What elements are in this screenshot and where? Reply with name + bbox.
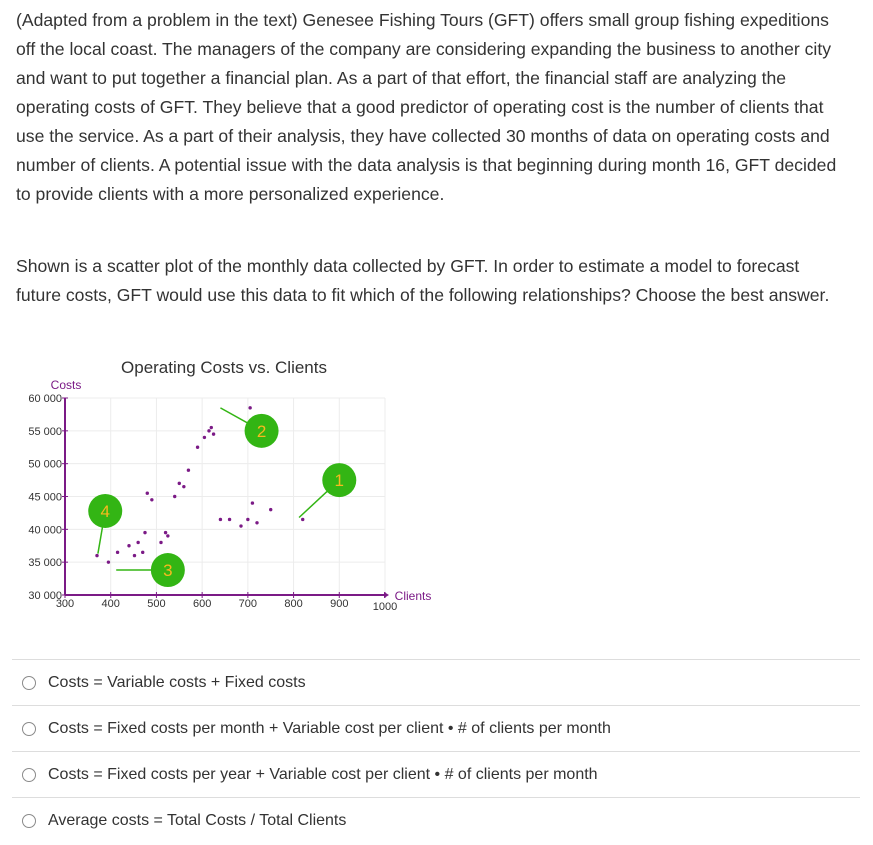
data-point (212, 432, 215, 435)
x-tick-label: 800 (284, 598, 303, 610)
data-point (143, 531, 146, 534)
answer-option-label: Costs = Fixed costs per month + Variable cost per client • # of clients per month (48, 719, 611, 737)
data-point (95, 554, 98, 557)
x-tick-label: 300 (55, 598, 75, 610)
data-point (159, 541, 162, 544)
data-point (219, 518, 222, 521)
chart-title: Operating Costs vs. Clients (121, 358, 327, 377)
data-point (173, 495, 176, 498)
x-tick-label: 900 (330, 598, 349, 610)
scatter-chart (0, 350, 460, 625)
data-point (187, 469, 190, 472)
data-point (136, 541, 139, 544)
data-point (182, 485, 185, 488)
radio-button[interactable] (22, 814, 36, 828)
x-tick-label: 400 (101, 598, 120, 610)
answer-option-2[interactable] (12, 705, 860, 751)
radio-button[interactable] (22, 722, 36, 736)
data-point (146, 492, 149, 495)
data-point (196, 446, 199, 449)
data-point (141, 551, 144, 554)
data-point (178, 482, 181, 485)
data-point (207, 429, 210, 432)
annotation-number: 2 (256, 421, 267, 441)
y-tick-label: 35 000 (28, 557, 62, 570)
data-point (269, 508, 272, 511)
x-tick-label: 500 (147, 598, 166, 610)
data-point (255, 521, 258, 524)
data-point (127, 544, 130, 547)
data-point (248, 406, 251, 409)
y-tick-label: 50 000 (28, 458, 62, 471)
data-point (107, 560, 110, 563)
x-tick-label: 1000 (372, 601, 398, 613)
annotation-number: 4 (100, 501, 110, 521)
answer-option-3[interactable] (12, 751, 860, 797)
radio-button[interactable] (22, 768, 36, 782)
y-tick-label: 60 000 (28, 393, 62, 405)
data-point (203, 436, 206, 439)
data-point (239, 524, 242, 527)
y-tick-label: 40 000 (28, 524, 62, 537)
answer-option-1[interactable] (12, 659, 860, 705)
answer-option-4[interactable] (12, 797, 860, 843)
x-tick-label: 700 (238, 598, 258, 610)
data-point (164, 531, 167, 534)
data-point (251, 501, 254, 504)
x-tick-label: 600 (192, 598, 212, 610)
annotation-number: 1 (334, 471, 345, 491)
question-paragraph-1: (Adapted from a problem in the text) Genesee Fishing Tours (GFT) offers small group fishing expeditions off the local coast. The managers of the company are considering expanding the business to another city and want to put together a financial plan. As a part of that effort, the financial staff are analyzing the operating costs of GFT. They believe that a good predictor of operating cost is the number of clients that use the service. As a part of their analysis, they have collected 30 months of data on operating costs and number of clients. A potential issue with the data analysis is that beginning during month 16, GFT decided to provide clients with a more personalized experience. (16, 10, 837, 204)
data-point (166, 534, 169, 537)
data-point (116, 551, 119, 554)
y-tick-label: 55 000 (28, 425, 62, 438)
data-point (150, 498, 153, 501)
answer-option-label: Costs = Fixed costs per year + Variable cost per client • # of clients per month (48, 765, 598, 783)
y-tick-label: 30 000 (28, 590, 62, 602)
y-axis-label: Costs (50, 378, 82, 392)
radio-button[interactable] (22, 676, 36, 690)
chart-annotations (88, 408, 356, 587)
chart-ticks (28, 393, 397, 613)
data-point (301, 518, 304, 521)
data-point (210, 426, 213, 429)
answer-options (12, 659, 860, 843)
annotation-number: 3 (163, 561, 173, 581)
data-point (228, 518, 231, 521)
data-point (246, 518, 249, 521)
x-axis-label: Clients (394, 589, 432, 603)
answer-option-label: Average costs = Total Costs / Total Clients (48, 811, 347, 829)
y-tick-label: 45 000 (28, 491, 62, 504)
data-point (133, 554, 136, 557)
answer-option-label: Costs = Variable costs + Fixed costs (48, 673, 306, 691)
question-paragraph-2: Shown is a scatter plot of the monthly data collected by GFT. In order to estimate a model to forecast future costs, GFT would use this data to fit which of the following relationships? Choose the best answer. (16, 256, 830, 305)
